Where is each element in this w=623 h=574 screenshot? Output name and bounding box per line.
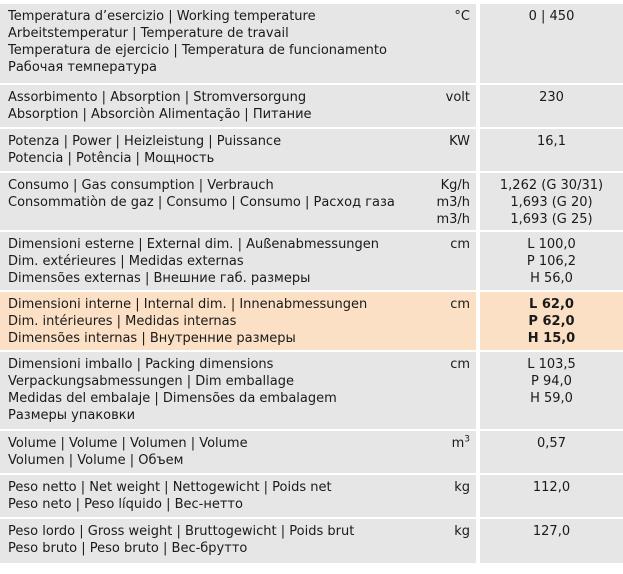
value-cell — [480, 232, 623, 290]
row-internal-dimensions — [0, 292, 623, 350]
row-net-weight — [0, 475, 623, 517]
value-text: 0 | 450 — [528, 9, 575, 24]
label-line: Medidas del embalaje | Dimensões da embalagem — [8, 391, 337, 406]
value-text: L 103,5 — [527, 357, 576, 372]
label-line: Dim. extérieures | Medidas externas — [8, 254, 244, 269]
label-line: Arbeitstemperatur | Temperature de travail — [8, 26, 289, 41]
value-text: 112,0 — [532, 480, 571, 495]
value-cell — [480, 352, 623, 429]
unit-cell — [418, 475, 476, 517]
label-line: Consommatiòn de gaz | Consumo | Consumo | Расход газа — [8, 195, 395, 210]
value-text: L 100,0 — [527, 237, 576, 252]
row-working-temperature — [0, 4, 623, 83]
unit-cell — [418, 232, 476, 290]
label-cell — [8, 292, 418, 350]
label-line: Dimensões externas | Внешние габ. размеры — [8, 271, 311, 286]
label-line: Dimensões internas | Внутренние размеры — [8, 331, 296, 346]
unit-text: m3/h — [436, 212, 470, 227]
unit-cell — [418, 519, 476, 563]
label-line: Potenza | Power | Heizleistung | Puissance — [8, 134, 282, 149]
value-cell — [480, 475, 623, 517]
value-text: P 94,0 — [531, 374, 572, 389]
unit-exponent: 3 — [464, 434, 470, 445]
label-line: Verpackungsabmessungen | Dim emballage — [8, 374, 294, 389]
value-cell — [480, 519, 623, 563]
value-text: P 62,0 — [528, 314, 575, 329]
unit-base: m — [451, 436, 465, 451]
value-text: 0,57 — [537, 436, 566, 451]
value-cell — [480, 129, 623, 171]
value-text: P 106,2 — [526, 254, 577, 269]
label-line: Peso neto | Peso líquido | Вес-нетто — [8, 497, 243, 512]
label-cell — [8, 129, 418, 171]
row-gross-weight — [0, 519, 623, 563]
row-power — [0, 129, 623, 171]
label-line: Рабочая температура — [8, 60, 157, 75]
value-cell — [480, 85, 623, 127]
label-cell — [8, 4, 418, 83]
label-line: Dimensioni esterne | External dim. | Außenabmessungen — [8, 237, 380, 252]
unit-text: volt — [445, 90, 470, 105]
label-line: Assorbimento | Absorption | Stromversorgung — [8, 90, 307, 105]
value-text: H 56,0 — [530, 271, 573, 286]
label-cell — [8, 232, 418, 290]
label-line: Volumen | Volume | Объем — [8, 453, 184, 468]
value-cell — [480, 4, 623, 83]
label-line: Dimensioni interne | Internal dim. | Innenabmessungen — [8, 297, 368, 312]
unit-text: cm — [450, 237, 470, 252]
row-volume — [0, 431, 623, 473]
label-line: Temperatura d’esercizio | Working temperature — [8, 9, 316, 24]
label-line: Volume | Volume | Volumen | Volume — [8, 436, 248, 451]
value-text: 1,693 (G 25) — [510, 212, 593, 227]
label-line: Absorption | Absorciòn Alimentação | Питание — [8, 107, 312, 122]
unit-text: kg — [454, 524, 470, 539]
label-line: Temperatura de ejercicio | Temperatura de funcionamento — [8, 43, 387, 58]
label-cell — [8, 519, 418, 563]
row-packing-dimensions — [0, 352, 623, 429]
unit-text — [418, 435, 470, 452]
unit-text: Kg/h — [440, 178, 470, 193]
label-line: Consumo | Gas consumption | Verbrauch — [8, 178, 274, 193]
unit-cell — [418, 4, 476, 83]
label-line: Potencia | Potência | Мощность — [8, 151, 215, 166]
value-text: 1,693 (G 20) — [510, 195, 593, 210]
value-text: H 15,0 — [527, 331, 576, 346]
value-cell — [480, 431, 623, 473]
value-text: H 59,0 — [530, 391, 573, 406]
unit-cell — [418, 292, 476, 350]
row-external-dimensions — [0, 232, 623, 290]
unit-text: KW — [449, 134, 470, 149]
value-text: L 62,0 — [529, 297, 574, 312]
row-gas-consumption — [0, 173, 623, 230]
unit-text: cm — [450, 297, 470, 312]
label-cell — [8, 352, 418, 429]
label-line: Dim. intérieures | Medidas internas — [8, 314, 237, 329]
unit-cell — [418, 129, 476, 171]
value-text: 1,262 (G 30/31) — [499, 178, 604, 193]
label-line: Peso netto | Net weight | Nettogewicht | Poids net — [8, 480, 332, 495]
label-line: Dimensioni imballo | Packing dimensions — [8, 357, 274, 372]
unit-text: °C — [454, 9, 470, 24]
unit-cell — [418, 431, 476, 473]
unit-text: kg — [454, 480, 470, 495]
value-text: 127,0 — [532, 524, 571, 539]
value-text: 230 — [539, 90, 564, 105]
value-cell — [480, 292, 623, 350]
row-absorption — [0, 85, 623, 127]
label-cell — [8, 173, 418, 230]
value-cell — [480, 173, 623, 230]
label-line: Peso lordo | Gross weight | Bruttogewicht | Poids brut — [8, 524, 355, 539]
unit-text: cm — [450, 357, 470, 372]
unit-text: m3/h — [436, 195, 470, 210]
value-text: 16,1 — [537, 134, 566, 149]
label-line: Размеры упаковки — [8, 408, 136, 423]
unit-cell — [418, 173, 476, 230]
unit-cell — [418, 85, 476, 127]
label-cell — [8, 85, 418, 127]
label-line: Peso bruto | Peso bruto | Вес-брутто — [8, 541, 248, 556]
unit-cell — [418, 352, 476, 429]
label-cell — [8, 475, 418, 517]
label-cell — [8, 431, 418, 473]
